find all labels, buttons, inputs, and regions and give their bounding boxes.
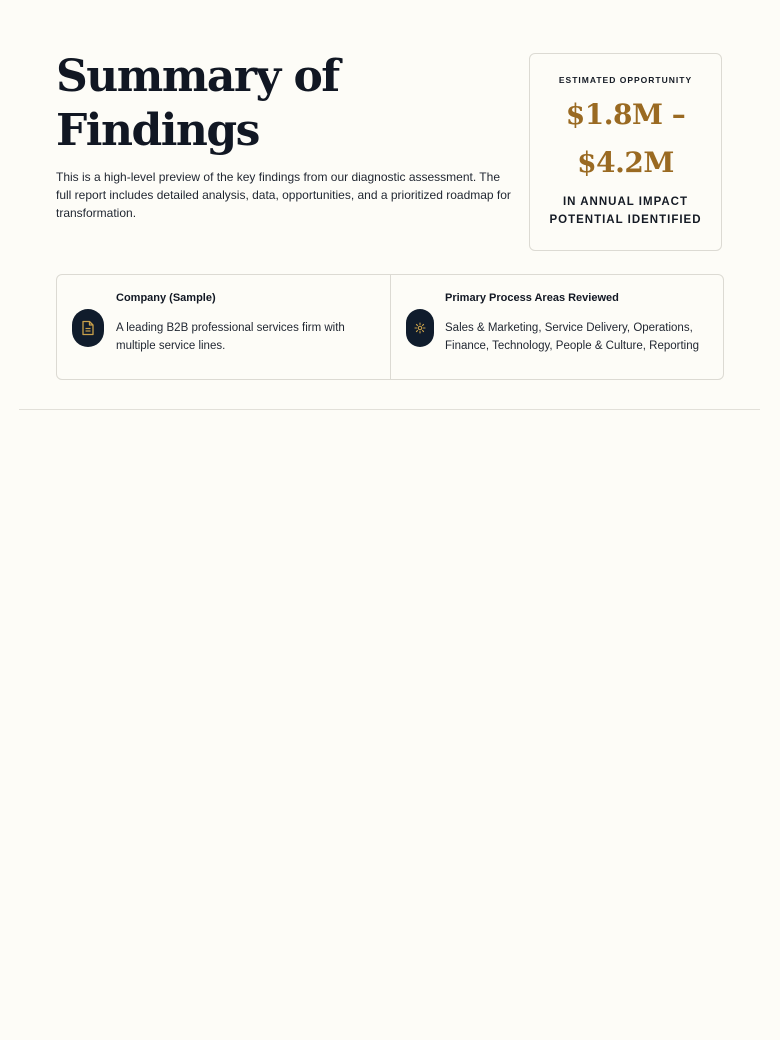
summary-header [56, 50, 511, 222]
opportunity-caption: IN ANNUAL IMPACT POTENTIAL IDENTIFIED [549, 196, 702, 226]
info-row [56, 274, 724, 380]
page-title: Summary of Findings [56, 51, 339, 156]
gear-icon [406, 309, 434, 347]
intro-paragraph: This is a high-level preview of the key findings from our diagnostic assessment. The full report includes detailed analysis, data, opportunities, and a prioritized roadmap for transformation. [56, 170, 511, 220]
opportunity-value-line-2: $4.2M [577, 146, 674, 179]
process-areas-title: Primary Process Areas Reviewed [445, 292, 619, 304]
process-areas-list: Sales & Marketing, Service Delivery, Operations, Finance, Technology, People & Culture, Reporting [445, 322, 700, 352]
opportunity-value [530, 91, 721, 187]
opportunity-label: ESTIMATED OPPORTUNITY [558, 75, 693, 85]
company-title: Company (Sample) [116, 292, 216, 304]
company-description: A leading B2B professional services firm with multiple service lines. [116, 322, 345, 352]
company-info [57, 275, 391, 379]
section-divider [19, 409, 760, 410]
estimated-opportunity-card [529, 53, 722, 251]
document-icon [72, 309, 104, 347]
process-areas-info [391, 275, 723, 379]
opportunity-value-line-1: $1.8M – [565, 98, 686, 131]
